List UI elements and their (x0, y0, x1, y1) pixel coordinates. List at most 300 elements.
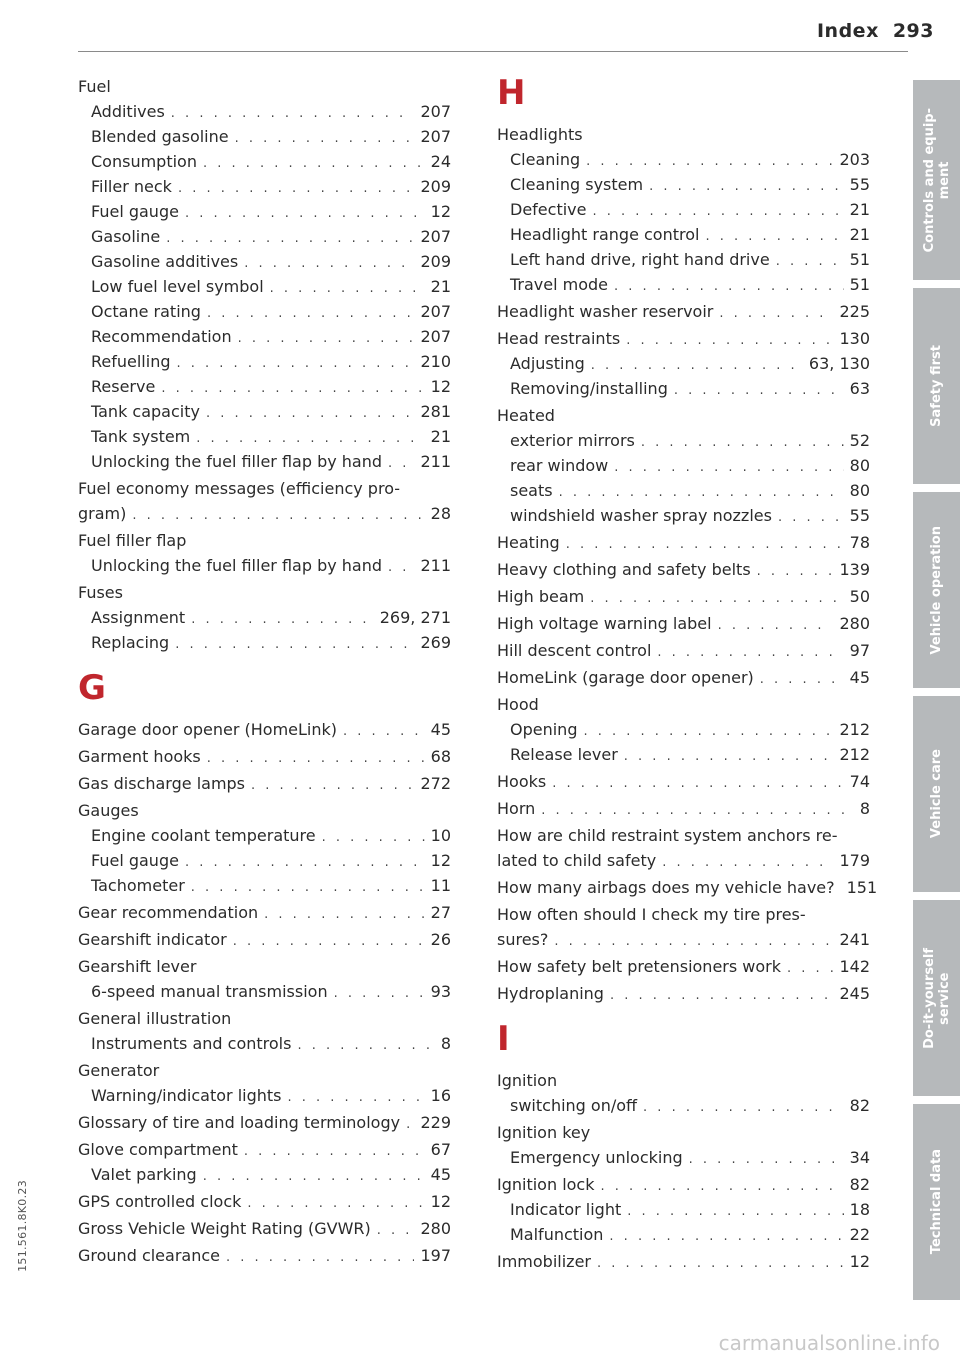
index-page-ref[interactable]: 51 (849, 275, 870, 294)
dot-leader (787, 956, 833, 981)
index-subentry (497, 147, 870, 172)
index-page-ref[interactable]: 21 (849, 225, 870, 244)
index-subentry (78, 274, 451, 299)
index-entry (497, 927, 870, 952)
index-page-ref[interactable]: 51 (849, 250, 870, 269)
index-term: Reserve (91, 377, 156, 396)
index-term: Headlight washer reservoir (497, 302, 714, 321)
dot-leader (132, 503, 424, 528)
dot-leader (778, 505, 844, 530)
index-page-ref[interactable]: 241 (839, 930, 870, 949)
index-entry (78, 580, 451, 605)
index-page-ref[interactable]: 203 (839, 150, 870, 169)
index-page-ref[interactable]: 12 (430, 1192, 451, 1211)
index-page-ref[interactable]: 269, 271 (379, 608, 451, 627)
index-page-ref[interactable]: 12 (430, 377, 451, 396)
dot-leader (597, 1251, 844, 1276)
index-page-ref[interactable]: 151 (846, 878, 878, 897)
index-term: Consumption (91, 152, 197, 171)
dot-leader (705, 224, 843, 249)
index-term: Immobilizer (497, 1252, 591, 1271)
dot-leader (251, 773, 414, 798)
index-term: Gross Vehicle Weight Rating (GVWR) (78, 1219, 371, 1238)
index-page-ref[interactable]: 67 (430, 1140, 451, 1159)
index-page-ref[interactable]: 45 (849, 668, 870, 687)
index-entry (497, 769, 870, 794)
dot-leader (203, 151, 425, 176)
dot-leader (207, 301, 415, 326)
dot-leader (614, 455, 843, 480)
index-page-ref[interactable]: 50 (849, 587, 870, 606)
dot-leader (175, 632, 414, 657)
index-page-ref[interactable]: 27 (430, 903, 451, 922)
index-page-ref[interactable]: 55 (849, 506, 870, 525)
index-subentry (78, 149, 451, 174)
index-page-ref[interactable]: 225 (839, 302, 870, 321)
dot-leader (247, 1191, 424, 1216)
index-term: Fuel economy messages (efficiency pro- (78, 479, 401, 498)
index-page-ref[interactable]: 272 (420, 774, 451, 793)
index-term: Heated (497, 406, 555, 425)
index-term: Fuses (78, 583, 123, 602)
dot-leader (203, 1164, 425, 1189)
dot-leader (601, 1174, 844, 1199)
index-subentry (78, 823, 451, 848)
index-letter-heading: I (497, 1019, 510, 1059)
index-term: Assignment (91, 608, 186, 627)
index-page-ref[interactable]: 197 (420, 1246, 451, 1265)
dot-leader (592, 199, 843, 224)
index-entry (78, 1110, 451, 1135)
index-entry (78, 528, 451, 553)
index-page-ref[interactable]: 139 (839, 560, 870, 579)
index-entry (497, 875, 878, 900)
index-term: Ignition key (497, 1123, 591, 1142)
index-term: gram) (78, 504, 127, 523)
index-term: Headlights (497, 125, 583, 144)
index-entry (78, 501, 451, 526)
index-page-ref[interactable]: 80 (849, 456, 870, 475)
index-entry (497, 848, 870, 873)
dot-leader (566, 532, 844, 557)
dot-leader (238, 326, 415, 351)
index-entry (497, 823, 870, 848)
index-term: Tachometer (91, 876, 185, 895)
dot-leader (178, 176, 415, 201)
tab-safety-first[interactable]: Safety first (913, 288, 960, 484)
index-page-ref[interactable]: 34 (849, 1148, 870, 1167)
index-term: Emergency unlocking (510, 1148, 683, 1167)
dot-leader (388, 555, 414, 580)
index-entry (78, 1216, 451, 1241)
index-term: Glossary of tire and loading terminology (78, 1113, 401, 1132)
index-page-ref[interactable]: 281 (420, 402, 451, 421)
dot-leader (614, 274, 844, 299)
index-term: Adjusting (510, 354, 585, 373)
dot-leader (674, 378, 844, 403)
index-page-ref[interactable]: 269 (420, 633, 451, 652)
index-entry (497, 1068, 870, 1093)
index-page-ref[interactable]: 21 (849, 200, 870, 219)
dot-leader (643, 1095, 844, 1120)
index-term: Head restraints (497, 329, 621, 348)
index-entry (78, 744, 451, 769)
index-term: Malfunction (510, 1225, 604, 1244)
index-entry (497, 665, 870, 690)
dot-leader (264, 902, 425, 927)
index-term: Left hand drive, right hand drive (510, 250, 770, 269)
index-term: Gearshift indicator (78, 930, 227, 949)
index-term: Fuel gauge (91, 202, 179, 221)
index-term: Gasoline additives (91, 252, 239, 271)
index-entry (497, 638, 870, 663)
index-subentry (78, 349, 451, 374)
tab-controls-and-equipment[interactable]: Controls and equip- ment (913, 80, 960, 280)
index-term: 6-speed manual transmission (91, 982, 328, 1001)
index-page-ref[interactable]: 97 (849, 641, 870, 660)
index-term: Release lever (510, 745, 618, 764)
dot-leader (689, 1147, 844, 1172)
index-entry (497, 530, 870, 555)
index-term: sures? (497, 930, 549, 949)
index-page-ref[interactable]: 245 (839, 984, 870, 1003)
dot-leader (641, 430, 844, 455)
dot-leader (776, 249, 844, 274)
dot-leader (206, 401, 414, 426)
dot-leader (590, 586, 843, 611)
index-page-ref[interactable]: 93 (430, 982, 451, 1001)
index-term: Garage door opener (HomeLink) (78, 720, 338, 739)
index-entry (78, 74, 451, 99)
dot-leader (235, 126, 415, 151)
index-entry (497, 902, 870, 927)
index-entry (78, 1243, 451, 1268)
index-term: Additives (91, 102, 165, 121)
index-term: Gauges (78, 801, 139, 820)
index-page-ref[interactable]: 10 (430, 826, 451, 845)
dot-leader (657, 640, 843, 665)
index-subentry (78, 399, 451, 424)
index-term: Cleaning system (510, 175, 644, 194)
index-term: General illustration (78, 1009, 232, 1028)
index-page-ref[interactable]: 28 (430, 504, 451, 523)
tab-technical-data[interactable]: Technical data (913, 1104, 960, 1300)
index-entry (78, 1137, 451, 1162)
index-term: Ignition lock (497, 1175, 595, 1194)
index-term: Valet parking (91, 1165, 197, 1184)
index-page-ref[interactable]: 280 (420, 1219, 451, 1238)
index-page-ref[interactable]: 55 (849, 175, 870, 194)
index-term: Replacing (91, 633, 170, 652)
index-page-ref[interactable]: 207 (420, 227, 451, 246)
index-entry (78, 771, 451, 796)
index-term: Garment hooks (78, 747, 201, 766)
index-term: windshield washer spray nozzles (510, 506, 772, 525)
dot-leader (406, 1112, 414, 1137)
index-page-ref[interactable]: 45 (430, 720, 451, 739)
index-term: Opening (510, 720, 578, 739)
index-term: HomeLink (garage door opener) (497, 668, 754, 687)
dot-leader (166, 226, 414, 251)
dot-leader (627, 1199, 843, 1224)
index-subentry (497, 742, 870, 767)
index-term: Gas discharge lamps (78, 774, 246, 793)
index-page-ref[interactable]: 8 (440, 1034, 451, 1053)
index-subentry (78, 249, 451, 274)
index-subentry (497, 376, 870, 401)
index-entry (78, 900, 451, 925)
index-term: Instruments and controls (91, 1034, 292, 1053)
dot-leader (377, 1218, 415, 1243)
index-term: Headlight range control (510, 225, 700, 244)
dot-leader (586, 149, 833, 174)
index-subentry (78, 99, 451, 124)
index-subentry (78, 324, 451, 349)
index-term: How are child restraint system anchors re- (497, 826, 838, 845)
index-term: switching on/off (510, 1096, 638, 1115)
section-title: Index (816, 20, 879, 42)
index-page-ref[interactable]: 52 (849, 431, 870, 450)
index-term: Heating (497, 533, 560, 552)
index-subentry (78, 1083, 451, 1108)
index-page-ref[interactable]: 12 (430, 851, 451, 870)
index-page-ref[interactable]: 207 (420, 102, 451, 121)
page-header (817, 20, 934, 42)
index-term: Warning/indicator lights (91, 1086, 282, 1105)
index-page-ref[interactable]: 18 (849, 1200, 870, 1219)
index-entry (497, 611, 870, 636)
index-page-ref[interactable]: 63 (849, 379, 870, 398)
index-subentry (78, 424, 451, 449)
index-letter-heading: G (78, 668, 106, 708)
index-page-ref[interactable]: 78 (849, 533, 870, 552)
index-subentry (497, 717, 870, 742)
index-term: High voltage warning label (497, 614, 712, 633)
index-page-ref[interactable]: 63, 130 (808, 354, 870, 373)
index-entry (78, 1189, 451, 1214)
index-term: Travel mode (510, 275, 609, 294)
dot-leader (244, 251, 414, 276)
dot-leader (233, 929, 425, 954)
dot-leader (626, 328, 833, 353)
dot-leader (541, 798, 854, 823)
index-page-ref[interactable]: 80 (849, 481, 870, 500)
index-term: Unlocking the fuel filler flap by hand (91, 452, 383, 471)
index-subentry (497, 1093, 870, 1118)
index-term: Tank system (91, 427, 191, 446)
index-entry (497, 299, 870, 324)
index-subentry (78, 1162, 451, 1187)
index-page-ref[interactable]: 24 (430, 152, 451, 171)
dot-leader (662, 850, 833, 875)
index-term: Removing/installing (510, 379, 668, 398)
index-page-ref[interactable]: 207 (420, 327, 451, 346)
index-entry (497, 1172, 870, 1197)
dot-leader (226, 1245, 414, 1270)
dot-leader (171, 101, 415, 126)
dot-leader (583, 719, 833, 744)
index-page-ref[interactable]: 82 (849, 1096, 870, 1115)
index-entry (78, 927, 451, 952)
index-subentry (78, 124, 451, 149)
index-term: Generator (78, 1061, 160, 1080)
index-entry (497, 584, 870, 609)
index-page-ref[interactable]: 209 (420, 177, 451, 196)
index-subentry (497, 172, 870, 197)
dot-leader (719, 301, 833, 326)
dot-leader (185, 850, 425, 875)
index-term: Octane rating (91, 302, 201, 321)
index-page-ref[interactable]: 12 (430, 202, 451, 221)
index-term: Hood (497, 695, 539, 714)
index-subentry (78, 299, 451, 324)
dot-leader (287, 1085, 424, 1110)
tab-vehicle-operation[interactable]: Vehicle operation (913, 492, 960, 688)
dot-leader (760, 667, 844, 692)
dot-leader (624, 744, 834, 769)
index-term: Low fuel level symbol (91, 277, 264, 296)
index-page-ref[interactable]: 212 (839, 720, 870, 739)
index-subentry (497, 478, 870, 503)
index-page-ref[interactable]: 82 (849, 1175, 870, 1194)
index-entry (497, 1120, 870, 1145)
index-term: Filler neck (91, 177, 172, 196)
index-subentry (497, 222, 870, 247)
dot-leader (343, 719, 425, 744)
index-subentry (497, 247, 870, 272)
index-entry (497, 403, 870, 428)
index-page-ref[interactable]: 207 (420, 127, 451, 146)
index-subentry (497, 1197, 870, 1222)
index-page-ref[interactable]: 16 (430, 1086, 451, 1105)
index-term: Horn (497, 799, 536, 818)
index-entry (78, 798, 451, 823)
index-subentry (78, 374, 451, 399)
index-page-ref[interactable]: 209 (420, 252, 451, 271)
index-term: Ground clearance (78, 1246, 220, 1265)
index-term: How safety belt pretensioners work (497, 957, 781, 976)
index-page-ref[interactable]: 45 (430, 1165, 451, 1184)
index-term: Defective (510, 200, 587, 219)
index-page-ref[interactable]: 280 (839, 614, 870, 633)
index-page-ref[interactable]: 68 (430, 747, 451, 766)
index-entry (78, 476, 451, 501)
index-page-ref[interactable]: 26 (430, 930, 451, 949)
index-subentry (497, 351, 870, 376)
index-page-ref[interactable]: 74 (849, 772, 870, 791)
index-term: Hooks (497, 772, 547, 791)
index-entry (497, 122, 870, 147)
index-term: How many airbags does my vehicle have? (497, 878, 835, 897)
index-term: Blended gasoline (91, 127, 229, 146)
index-subentry (78, 449, 451, 474)
dot-leader (649, 174, 844, 199)
index-term: Glove compartment (78, 1140, 238, 1159)
index-page-ref[interactable]: 12 (849, 1252, 870, 1271)
tab-vehicle-care[interactable]: Vehicle care (913, 696, 960, 892)
index-term: Ignition (497, 1071, 558, 1090)
index-subentry (497, 1145, 870, 1170)
index-page-ref[interactable]: 179 (839, 851, 870, 870)
index-subentry (497, 197, 870, 222)
index-page-ref[interactable]: 212 (839, 745, 870, 764)
index-entry (78, 1058, 451, 1083)
index-subentry (78, 979, 451, 1004)
index-letter-heading: H (497, 73, 526, 113)
index-page-ref[interactable]: 211 (420, 452, 451, 471)
index-page-ref[interactable]: 142 (839, 957, 870, 976)
index-subentry (78, 605, 451, 630)
index-subentry (497, 503, 870, 528)
index-term: exterior mirrors (510, 431, 635, 450)
tab-do-it-yourself-service[interactable]: Do-it-yourself service (913, 900, 960, 1096)
dot-leader (609, 1224, 843, 1249)
index-page-ref[interactable]: 22 (849, 1225, 870, 1244)
dot-leader (718, 613, 834, 638)
index-column-right (497, 73, 878, 1274)
index-subentry (78, 1031, 451, 1056)
index-entry (497, 796, 870, 821)
index-term: Engine coolant temperature (91, 826, 316, 845)
index-page-ref[interactable]: 211 (420, 556, 451, 575)
index-page-ref[interactable]: 21 (430, 277, 451, 296)
index-term: Unlocking the fuel filler flap by hand (91, 556, 383, 575)
index-entry (497, 981, 870, 1006)
index-page-ref[interactable]: 130 (839, 329, 870, 348)
index-term: Fuel filler flap (78, 531, 187, 550)
index-subentry (78, 174, 451, 199)
dot-leader (322, 825, 425, 850)
index-subentry (497, 1222, 870, 1247)
index-subentry (78, 848, 451, 873)
dot-leader (610, 983, 833, 1008)
index-page-ref[interactable]: 11 (430, 876, 451, 895)
index-entry (497, 1249, 870, 1274)
index-subentry (497, 453, 870, 478)
index-term: Fuel (78, 77, 111, 96)
index-entry (497, 557, 870, 582)
dot-leader (191, 607, 374, 632)
index-term: Hill descent control (497, 641, 652, 660)
index-term: Heavy clothing and safety belts (497, 560, 751, 579)
index-page-ref[interactable]: 21 (430, 427, 451, 446)
index-term: Fuel gauge (91, 851, 179, 870)
index-page-ref[interactable]: 210 (420, 352, 451, 371)
dot-leader (552, 771, 843, 796)
index-subentry (78, 873, 451, 898)
dot-leader (207, 746, 425, 771)
index-subentry (497, 272, 870, 297)
dot-leader (185, 201, 425, 226)
index-term: Recommendation (91, 327, 232, 346)
index-term: Gearshift lever (78, 957, 197, 976)
dot-leader (591, 353, 803, 378)
index-term: How often should I check my tire pres- (497, 905, 806, 924)
index-page-ref[interactable]: 8 (859, 799, 870, 818)
index-entry (78, 717, 451, 742)
index-term: seats (510, 481, 553, 500)
dot-leader (334, 981, 425, 1006)
dot-leader (559, 480, 844, 505)
index-page-ref[interactable]: 229 (420, 1113, 451, 1132)
page-number: 293 (892, 20, 934, 42)
header-rule (78, 51, 908, 52)
index-term: lated to child safety (497, 851, 657, 870)
index-term: Cleaning (510, 150, 581, 169)
dot-leader (191, 875, 425, 900)
index-term: Tank capacity (91, 402, 200, 421)
index-page-ref[interactable]: 207 (420, 302, 451, 321)
